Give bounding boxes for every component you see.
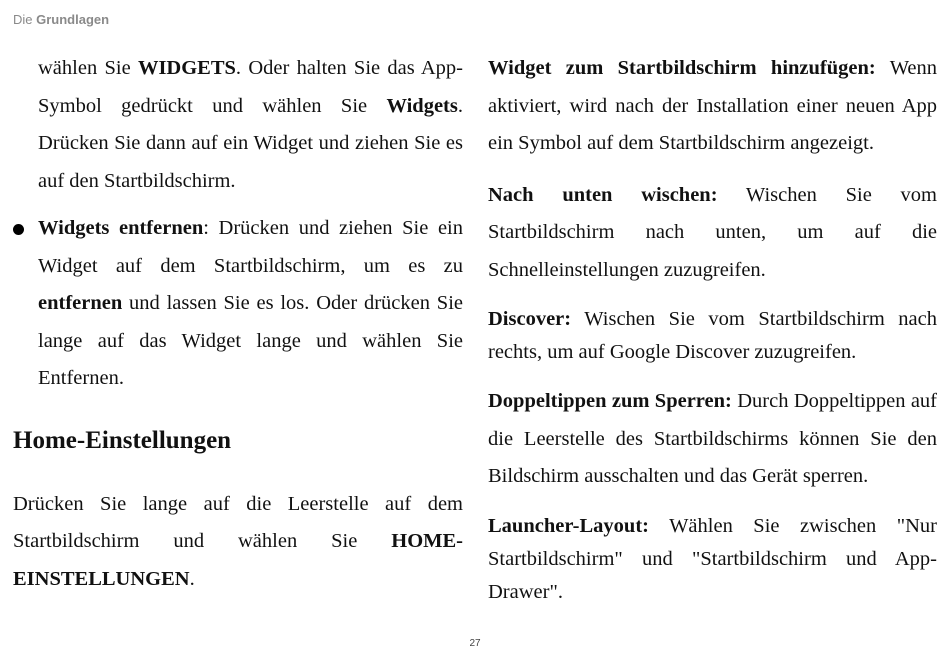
header-title: Grundlagen bbox=[36, 12, 110, 27]
bullet-text-1: : Drücken und ziehen Sie ein Widget auf dem Startbildschirm, um es zu bbox=[38, 217, 463, 277]
intro-text-3: . Drücken Sie dann auf ein Widget und ziehen Sie es auf den Startbildschirm. bbox=[38, 94, 463, 192]
running-header bbox=[13, 12, 109, 27]
page-number: 27 bbox=[469, 638, 481, 649]
setting-item-swipe-down bbox=[488, 177, 937, 290]
setting-item-add-widget bbox=[488, 50, 937, 163]
widgets-intro-paragraph bbox=[13, 50, 463, 200]
home-text-2: . bbox=[189, 567, 195, 590]
setting-item-double-tap bbox=[488, 383, 937, 496]
setting-label: Widget zum Startbildschirm hinzufügen: bbox=[488, 57, 876, 79]
intro-text-2: . Oder halten Sie das App-Symbol gedrückt und wählen Sie bbox=[38, 57, 463, 117]
setting-item-discover bbox=[488, 303, 937, 369]
home-text-1: Drücken Sie lange auf die Leerstelle auf dem Startbildschirm und wählen Sie bbox=[13, 492, 463, 552]
intro-bold-widgets-2: Widgets bbox=[386, 94, 458, 117]
bullet-bold-remove: entfernen bbox=[38, 292, 123, 314]
bullet-text-2: und lassen Sie es los. Oder drücken Sie lange auf das Widget lange und wählen Sie Entfernen. bbox=[38, 292, 463, 389]
bullet-bold-title: Widgets entfernen bbox=[38, 217, 204, 239]
setting-label: Launcher-Layout: bbox=[488, 514, 649, 537]
setting-item-launcher-layout bbox=[488, 510, 937, 609]
left-column bbox=[13, 50, 463, 598]
setting-label: Doppeltippen zum Sperren: bbox=[488, 390, 732, 412]
setting-text: Durch Doppeltippen auf die Leerstelle des Startbildschirms können Sie den Bildschirm ausschalten und das Gerät sperren. bbox=[488, 390, 938, 487]
bullet-dot-icon bbox=[13, 224, 24, 235]
section-heading: Home-Einstellungen bbox=[13, 426, 232, 454]
header-prefix: Die bbox=[13, 12, 37, 27]
setting-text: Wischen Sie vom Startbildschirm nach unten, um auf die Schnelleinstellungen zuzugreifen. bbox=[488, 183, 937, 281]
right-column bbox=[488, 50, 937, 609]
home-settings-paragraph bbox=[13, 486, 463, 599]
setting-label: Discover: bbox=[488, 308, 572, 330]
remove-widgets-bullet bbox=[13, 210, 463, 398]
home-bold-settings: HOME-EINSTELLUNGEN bbox=[13, 530, 463, 590]
intro-bold-widgets: WIDGETS bbox=[137, 57, 236, 79]
intro-text-1: wählen Sie bbox=[38, 57, 138, 79]
setting-label: Nach unten wischen: bbox=[488, 183, 718, 206]
setting-text: Wählen Sie zwischen "Nur Startbildschirm" und "Startbildschirm und App-Drawer". bbox=[488, 514, 937, 603]
setting-text: Wenn aktiviert, wird nach der Installation einer neuen App ein Symbol auf dem Startbildschirm angezeigt. bbox=[488, 57, 938, 154]
setting-text: Wischen Sie vom Startbildschirm nach rechts, um auf Google Discover zuzugreifen. bbox=[488, 308, 937, 363]
